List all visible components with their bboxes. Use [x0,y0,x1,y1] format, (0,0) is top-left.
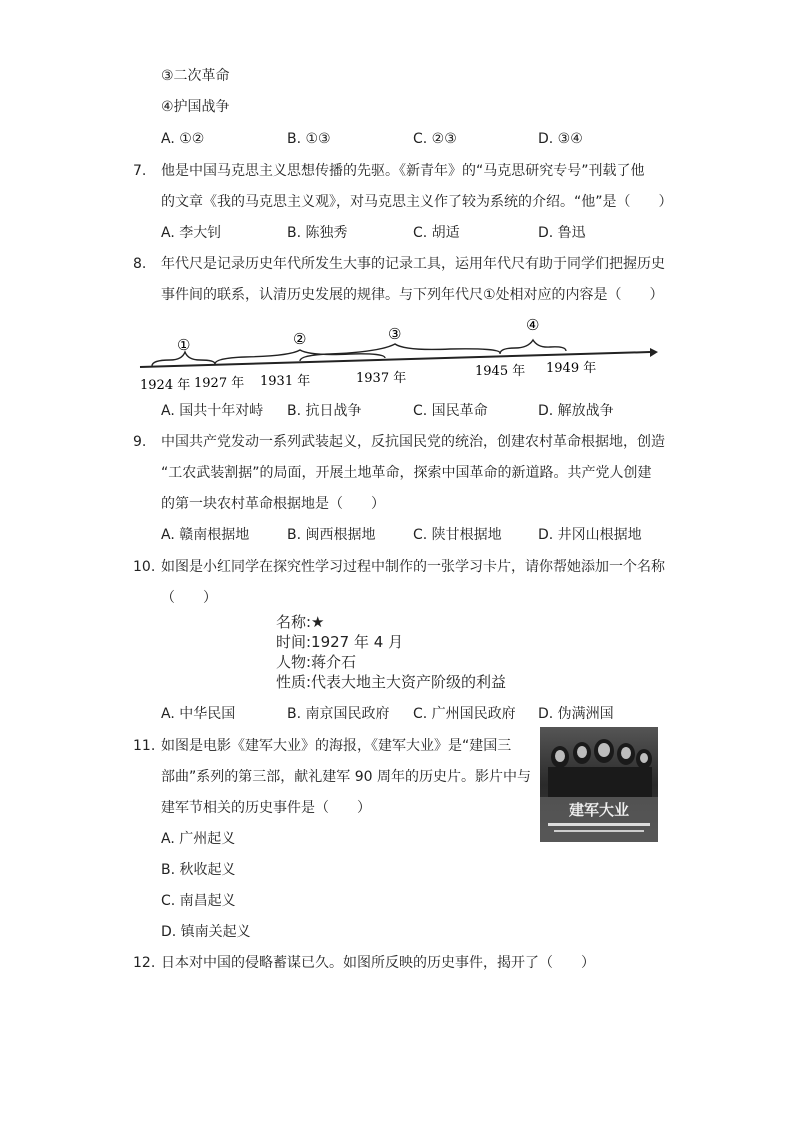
q11-option-d[interactable]: D. 镇南关起义 [161,924,251,940]
q9-option-a[interactable]: A. 赣南根据地 [161,527,250,543]
timeline-year-1945: 1945 年 [475,364,526,379]
q10-option-c[interactable]: C. 广州国民政府 [413,706,516,722]
q9-options [161,525,681,545]
q6-option-a[interactable]: A. ①② [161,131,205,147]
card-name: 名称:★ [276,613,325,631]
q7-option-b[interactable]: B. 陈独秀 [287,225,348,241]
q6-option-b[interactable]: B. ①③ [287,131,331,147]
q9-option-d[interactable]: D. 井冈山根据地 [538,527,642,543]
q11-number: 11. [133,738,156,754]
q6-options [161,129,681,149]
q11-option-c[interactable]: C. 南昌起义 [161,893,236,909]
q9-stem-line-2: “工农武装割据”的局面，开展土地革命，探索中国革命的新道路。共产党人创建 [161,465,652,481]
card-nature: 性质:代表大地主大资产阶级的利益 [276,673,507,691]
q8-stem-line-1: 年代尺是记录历史年代所发生大事的记录工具，运用年代尺有助于同学们把握历史 [161,256,665,272]
q12-number: 12. [133,955,156,971]
q11-option-a[interactable]: A. 广州起义 [161,831,236,847]
q11-stem-line-2: 部曲”系列的第三部，献礼建军 90 周年的历史片。影片中与 [161,769,531,785]
card-person: 人物:蒋介石 [276,653,357,671]
q7-option-a[interactable]: A. 李大钊 [161,225,222,241]
timeline-year-1924: 1924 年 [140,378,191,392]
q10-stem-line-1: 如图是小红同学在探究性学习过程中制作的一张学习卡片，请你帮她添加一个名称 [161,559,665,575]
q9-option-b[interactable]: B. 闽西根据地 [287,527,376,543]
timeline-marker-1: ① [177,336,191,354]
q8-options [161,401,681,421]
q11-stem-line-3: 建军节相关的历史事件是（ ） [161,800,371,816]
q6-item-4: ④护国战争 [161,99,230,115]
q9-option-c[interactable]: C. 陕甘根据地 [413,527,502,543]
brace-1 [152,352,215,366]
timeline-figure [130,312,665,392]
timeline-marker-4: ④ [526,316,540,334]
q7-number: 7. [133,163,147,179]
q7-option-c[interactable]: C. 胡适 [413,225,460,241]
q7-options [161,223,681,243]
q8-option-c[interactable]: C. 国民革命 [413,403,488,419]
q10-option-b[interactable]: B. 南京国民政府 [287,706,390,722]
q8-option-d[interactable]: D. 解放战争 [538,403,614,419]
study-card [276,612,506,692]
timeline-marker-2: ② [293,330,307,348]
q8-option-a[interactable]: A. 国共十年对峙 [161,403,264,419]
q6-option-d[interactable]: D. ③④ [538,131,583,147]
q7-option-d[interactable]: D. 鲁迅 [538,225,586,241]
q6-option-c[interactable]: C. ②③ [413,131,457,147]
timeline-arrow-icon [650,348,658,357]
q10-number: 10. [133,559,156,575]
q12-stem-line-1: 日本对中国的侵略蓄谋已久。如图所反映的历史事件，揭开了（ ） [161,955,595,971]
q6-item-3: ③二次革命 [161,68,230,84]
card-time: 时间:1927 年 4 月 [276,633,404,651]
q10-option-d[interactable]: D. 伪满洲国 [538,706,614,722]
brace-4 [500,340,566,354]
poster-title: 建军大业 [568,801,630,819]
q8-number: 8. [133,256,147,272]
q9-number: 9. [133,434,147,450]
q11-option-b[interactable]: B. 秋收起义 [161,862,236,878]
timeline-year-1949: 1949 年 [546,361,597,376]
q9-stem-line-1: 中国共产党发动一系列武装起义，反抗国民党的统治，创建农村革命根据地，创造 [161,434,665,450]
q9-stem-line-3: 的第一块农村革命根据地是（ ） [161,496,385,512]
q7-stem-line-2: 的文章《我的马克思主义观》，对马克思主义作了较为系统的介绍。“他”是（ ） [161,194,673,210]
timeline-year-1931: 1931 年 [260,374,311,389]
movie-poster [540,727,658,842]
q11-stem-line-1: 如图是电影《建军大业》的海报，《建军大业》是“建国三 [161,738,512,754]
q8-option-b[interactable]: B. 抗日战争 [287,403,362,419]
timeline-year-1927: 1927 年 [194,376,245,391]
q10-options [161,704,681,724]
q10-option-a[interactable]: A. 中华民国 [161,706,236,722]
q8-stem-line-2: 事件间的联系，认清历史发展的规律。与下列年代尺①处相对应的内容是（ ） [161,287,664,303]
q7-stem-line-1: 他是中国马克思主义思想传播的先驱。《新青年》的“马克思研究专号”刊载了他 [161,163,645,179]
timeline-marker-3: ③ [388,325,402,343]
timeline-year-1937: 1937 年 [356,371,407,386]
q10-stem-line-2: （ ） [161,590,217,606]
